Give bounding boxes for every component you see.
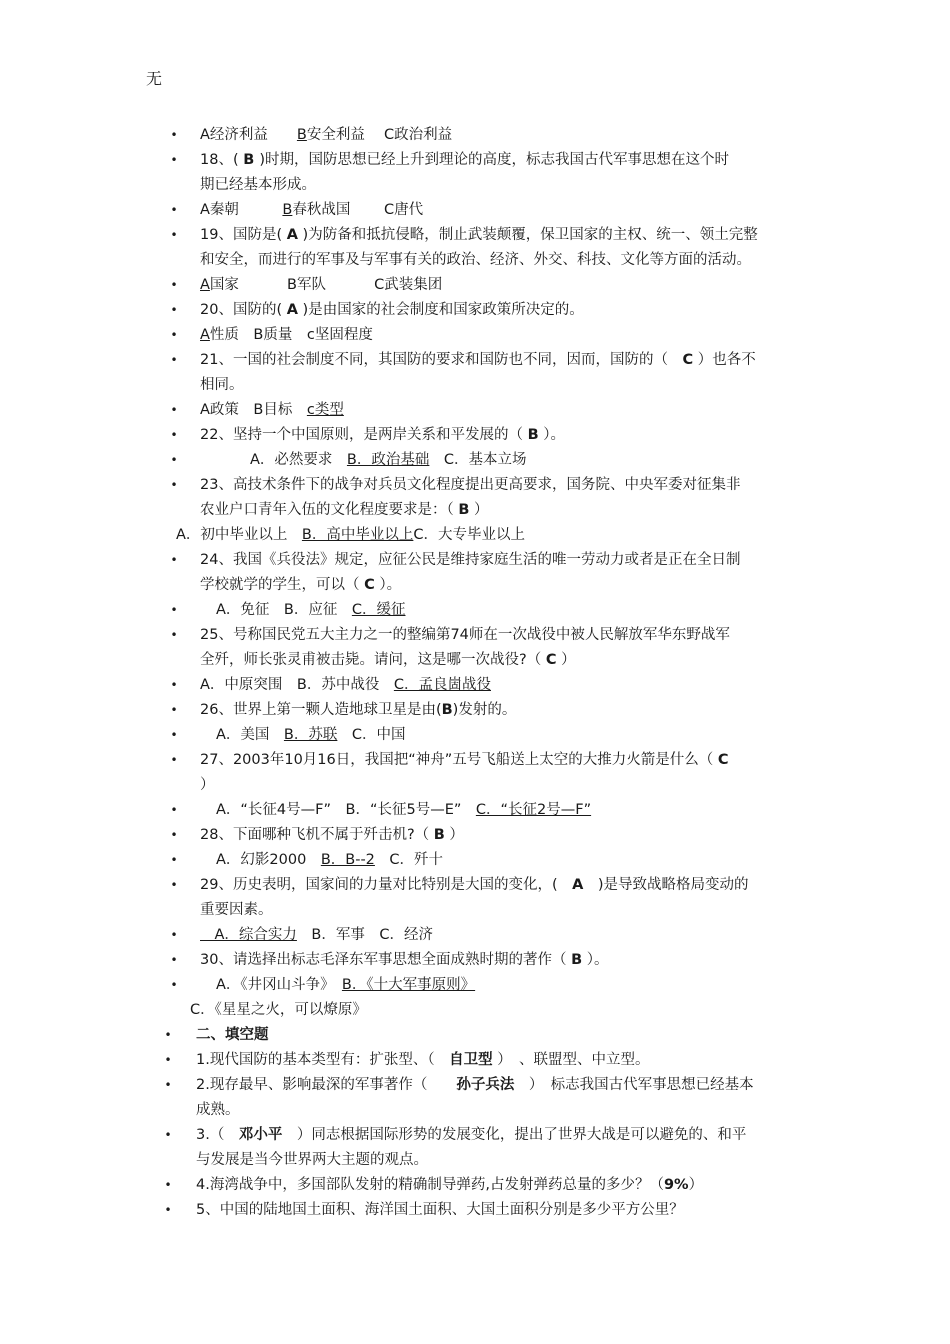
bullet: • bbox=[164, 1053, 172, 1067]
bullet: • bbox=[164, 1028, 172, 1042]
text-segment: 19、国防是( bbox=[200, 227, 287, 243]
text-segment: ） bbox=[444, 827, 464, 843]
bullet: • bbox=[170, 328, 178, 342]
bullet: • bbox=[170, 403, 178, 417]
bullet: • bbox=[170, 753, 178, 767]
text-line bbox=[0, 998, 950, 1023]
text-line bbox=[0, 1098, 950, 1123]
text-segment: A．初中毕业以上 bbox=[176, 527, 302, 543]
bullet: • bbox=[170, 953, 178, 967]
text-segment: 与发展是当今世界两大主题的观点。 bbox=[196, 1152, 428, 1168]
text-line bbox=[0, 648, 950, 673]
line-text bbox=[200, 223, 758, 248]
underlined-answer: B．《十大军事原则》 bbox=[341, 977, 476, 993]
line-text bbox=[216, 973, 475, 998]
text-line bbox=[0, 498, 950, 523]
text-line bbox=[0, 1048, 950, 1073]
bullet: • bbox=[170, 603, 178, 617]
text-line bbox=[0, 473, 950, 498]
text-segment: C．《星星之火，可以燎原》 bbox=[190, 1002, 367, 1018]
answer-text: B bbox=[571, 952, 583, 968]
line-text bbox=[200, 673, 491, 698]
line-text bbox=[200, 423, 565, 448]
underlined-answer: A．综合实力 bbox=[200, 927, 297, 943]
text-segment: 25、号称国民党五大主力之一的整编第74师在一次战役中被人民解放军华东野战军 bbox=[200, 627, 730, 643]
text-segment: 3.（ bbox=[196, 1127, 239, 1143]
text-segment: 2.现存最早、影响最深的军事著作（ bbox=[196, 1077, 457, 1093]
text-line bbox=[0, 798, 950, 823]
text-segment: 重要因素。 bbox=[200, 902, 273, 918]
text-segment: 国家 B军队 C武装集团 bbox=[209, 277, 443, 293]
text-line bbox=[0, 373, 950, 398]
bullet: • bbox=[170, 203, 178, 217]
underlined-answer: B．高中毕业以上 bbox=[301, 527, 414, 543]
text-segment: 4.海湾战争中，多国部队发射的精确制导弹药,占发射弹药总量的多少？（ bbox=[196, 1177, 664, 1193]
answer-text: C bbox=[364, 577, 375, 593]
answer-text: B bbox=[433, 827, 445, 843]
text-line bbox=[0, 1073, 950, 1098]
bullet: • bbox=[170, 278, 178, 292]
text-line bbox=[0, 298, 950, 323]
text-line bbox=[0, 898, 950, 923]
bullet: • bbox=[164, 1078, 172, 1092]
line-text bbox=[200, 823, 464, 848]
text-line bbox=[0, 1023, 950, 1048]
bullet: • bbox=[170, 678, 178, 692]
line-text bbox=[200, 298, 584, 323]
text-segment: 春秋战国 C唐代 bbox=[292, 202, 424, 218]
text-line bbox=[0, 198, 950, 223]
answer-text: C bbox=[717, 752, 729, 768]
line-text bbox=[216, 798, 591, 823]
text-segment: A．幻影2000 bbox=[216, 852, 321, 868]
line-text bbox=[200, 273, 442, 298]
text-line bbox=[0, 1123, 950, 1148]
line-text bbox=[196, 1048, 649, 1073]
bullet: • bbox=[170, 453, 178, 467]
line-text bbox=[196, 1148, 428, 1173]
text-line bbox=[0, 848, 950, 873]
text-segment: 23、高技术条件下的战争对兵员文化程度提出更高要求，国务院、中央军委对征集非 bbox=[200, 477, 741, 493]
underlined-answer: A bbox=[200, 277, 210, 293]
text-segment: 20、国防的( bbox=[200, 302, 287, 318]
text-segment: 成熟。 bbox=[196, 1102, 240, 1118]
line-text bbox=[250, 448, 527, 473]
text-line bbox=[0, 698, 950, 723]
underlined-answer: A bbox=[200, 327, 210, 343]
underlined-answer: B．苏联 bbox=[283, 727, 338, 743]
line-text bbox=[200, 623, 730, 648]
text-line bbox=[0, 248, 950, 273]
bullet: • bbox=[170, 978, 178, 992]
answer-text: 二、填空题 bbox=[196, 1027, 269, 1043]
text-line bbox=[0, 723, 950, 748]
line-text bbox=[200, 898, 273, 923]
text-segment: ） bbox=[200, 777, 215, 793]
underlined-answer: C．缓征 bbox=[351, 602, 406, 618]
bullet: • bbox=[170, 803, 178, 817]
text-segment: A．必然要求 bbox=[250, 452, 347, 468]
answer-text: A bbox=[572, 877, 584, 893]
line-text bbox=[200, 648, 576, 673]
text-line bbox=[0, 348, 950, 373]
text-segment: ） 标志我国古代军事思想已经基本 bbox=[514, 1077, 754, 1093]
line-text bbox=[196, 1098, 240, 1123]
text-line bbox=[0, 623, 950, 648]
line-text bbox=[200, 348, 756, 373]
text-segment: ）。 bbox=[374, 577, 402, 593]
line-text bbox=[216, 598, 406, 623]
answer-text: 邓小平 bbox=[238, 1127, 283, 1143]
text-segment: 安全利益 C政治利益 bbox=[306, 127, 453, 143]
text-line bbox=[0, 1173, 950, 1198]
text-segment: ）。 bbox=[538, 427, 565, 443]
text-line bbox=[0, 548, 950, 573]
text-segment: )为防备和抵抗侵略，制止武装颠覆，保卫国家的主权、统一、领土完整 bbox=[297, 227, 758, 243]
bullet: • bbox=[164, 1128, 172, 1142]
line-text bbox=[200, 123, 452, 148]
text-segment: 5、中国的陆地国土面积、海洋国土面积、大国土面积分别是多少平方公里？ bbox=[196, 1202, 684, 1218]
line-text bbox=[200, 748, 729, 773]
text-segment: A．中原突围 B．苏中战役 bbox=[200, 677, 394, 693]
line-text bbox=[196, 1073, 754, 1098]
text-segment: 性质 B质量 c坚固程度 bbox=[209, 327, 373, 343]
text-line bbox=[0, 423, 950, 448]
text-line bbox=[0, 598, 950, 623]
text-segment: 30、请选择出标志毛泽东军事思想全面成熟时期的著作（ bbox=[200, 952, 572, 968]
text-line bbox=[0, 173, 950, 198]
text-line bbox=[0, 523, 950, 548]
line-text bbox=[200, 948, 608, 973]
text-line bbox=[0, 273, 950, 298]
answer-text: B bbox=[458, 502, 470, 518]
answer-text: B bbox=[243, 152, 260, 168]
text-segment: ）也各不 bbox=[693, 352, 756, 368]
underlined-answer: B bbox=[296, 127, 307, 143]
answer-text: 自卫型 bbox=[449, 1052, 493, 1068]
text-segment: 24、我国《兵役法》规定，应征公民是维持家庭生活的唯一劳动力或者是正在全日制 bbox=[200, 552, 741, 568]
bullet: • bbox=[170, 303, 178, 317]
line-text bbox=[176, 523, 525, 548]
answer-text: A bbox=[286, 227, 298, 243]
underlined-answer: B．政治基础 bbox=[346, 452, 430, 468]
bullet: • bbox=[170, 928, 178, 942]
text-segment: ） bbox=[556, 652, 576, 668]
answer-text: B bbox=[441, 702, 453, 718]
answer-text: B bbox=[527, 427, 539, 443]
underlined-answer: B bbox=[282, 202, 293, 218]
text-segment: 28、下面哪种飞机不属于歼击机?（ bbox=[200, 827, 434, 843]
text-line bbox=[0, 1198, 950, 1223]
text-segment: )发射的。 bbox=[452, 702, 517, 718]
document-body bbox=[0, 123, 950, 1223]
text-segment: 全歼，师长张灵甫被击毙。请问，这是哪一次战役?（ bbox=[200, 652, 546, 668]
answer-text: A bbox=[286, 302, 298, 318]
text-segment: C．歼十 bbox=[374, 852, 444, 868]
text-segment: A．《井冈山斗争》 bbox=[216, 977, 342, 993]
text-segment: ） bbox=[469, 502, 489, 518]
text-segment: 26、世界上第一颗人造地球卫星是由( bbox=[200, 702, 442, 718]
text-segment: 期已经基本形成。 bbox=[200, 177, 316, 193]
text-segment: A．免征 B．应征 bbox=[216, 602, 352, 618]
text-segment: 21、一国的社会制度不同，其国防的要求和国防也不同，因而，国防的（ bbox=[200, 352, 683, 368]
line-text bbox=[196, 1123, 746, 1148]
bullet: • bbox=[170, 353, 178, 367]
text-line bbox=[0, 823, 950, 848]
line-text bbox=[200, 698, 516, 723]
bullet: • bbox=[164, 1203, 172, 1217]
text-segment: ）。 bbox=[582, 952, 609, 968]
text-segment: A经济利益 bbox=[200, 127, 297, 143]
text-segment: ）同志根据国际形势的发展变化，提出了世界大战是可以避免的、和平 bbox=[282, 1127, 747, 1143]
line-text bbox=[200, 398, 344, 423]
underlined-answer: B．B--2 bbox=[320, 852, 375, 868]
answer-text: 9% bbox=[663, 1177, 689, 1193]
underlined-answer: C．“长征2号—F” bbox=[475, 802, 592, 818]
line-text bbox=[216, 848, 443, 873]
text-segment: 学校就学的学生，可以（ bbox=[200, 577, 365, 593]
bullet: • bbox=[170, 828, 178, 842]
line-text bbox=[200, 498, 489, 523]
line-text bbox=[196, 1023, 269, 1048]
bullet: • bbox=[170, 853, 178, 867]
underlined-answer: c类型 bbox=[306, 402, 344, 418]
line-text bbox=[200, 323, 373, 348]
line-text bbox=[200, 248, 751, 273]
text-segment: B．军事 C．经济 bbox=[296, 927, 433, 943]
bullet: • bbox=[170, 703, 178, 717]
bullet: • bbox=[170, 628, 178, 642]
bullet: • bbox=[170, 228, 178, 242]
line-text bbox=[196, 1173, 703, 1198]
bullet: • bbox=[164, 1178, 172, 1192]
page-header: 无 bbox=[146, 69, 163, 88]
line-text bbox=[200, 173, 316, 198]
line-text bbox=[200, 148, 729, 173]
line-text bbox=[200, 373, 244, 398]
text-line bbox=[0, 323, 950, 348]
text-line bbox=[0, 748, 950, 773]
line-text bbox=[200, 473, 740, 498]
text-line bbox=[0, 773, 950, 798]
text-line bbox=[0, 973, 950, 998]
line-text bbox=[200, 573, 401, 598]
text-segment: ） 、联盟型、中立型。 bbox=[492, 1052, 650, 1068]
line-text bbox=[200, 773, 215, 798]
text-segment: A政策 B目标 bbox=[200, 402, 307, 418]
text-segment: )是由国家的社会制度和国家政策所决定的。 bbox=[297, 302, 584, 318]
text-segment: C．基本立场 bbox=[429, 452, 527, 468]
text-segment: A．美国 bbox=[216, 727, 284, 743]
text-segment: C．大专毕业以上 bbox=[413, 527, 525, 543]
text-line bbox=[0, 398, 950, 423]
bullet: • bbox=[170, 478, 178, 492]
text-line bbox=[0, 873, 950, 898]
text-line bbox=[0, 948, 950, 973]
text-line bbox=[0, 123, 950, 148]
text-segment: 22、坚持一个中国原则，是两岸关系和平发展的（ bbox=[200, 427, 528, 443]
text-segment: )时期，国防思想已经上升到理论的高度，标志我国古代军事思想在这个时 bbox=[259, 152, 729, 168]
underlined-answer: C．孟良崮战役 bbox=[393, 677, 491, 693]
text-segment: 29、历史表明，国家间的力量对比特别是大国的变化，( bbox=[200, 877, 573, 893]
text-line bbox=[0, 673, 950, 698]
bullet: • bbox=[170, 878, 178, 892]
text-line bbox=[0, 148, 950, 173]
bullet: • bbox=[170, 128, 178, 142]
line-text bbox=[200, 873, 749, 898]
text-segment: ） bbox=[688, 1177, 704, 1193]
text-segment: 农业户口青年入伍的文化程度要求是：（ bbox=[200, 502, 459, 518]
bullet: • bbox=[170, 428, 178, 442]
line-text bbox=[190, 998, 367, 1023]
text-line bbox=[0, 1148, 950, 1173]
text-line bbox=[0, 448, 950, 473]
line-text bbox=[200, 198, 423, 223]
answer-text: C bbox=[545, 652, 557, 668]
bullet: • bbox=[170, 728, 178, 742]
text-segment: 相同。 bbox=[200, 377, 244, 393]
answer-text: C bbox=[682, 352, 694, 368]
text-line bbox=[0, 573, 950, 598]
text-segment: A．“长征4号—F” B．“长征5号—E” bbox=[216, 802, 476, 818]
answer-text: 孙子兵法 bbox=[456, 1077, 515, 1093]
text-segment: A秦朝 bbox=[200, 202, 283, 218]
text-segment: )是导致战略格局变动的 bbox=[583, 877, 749, 893]
text-segment: 和安全，而进行的军事及与军事有关的政治、经济、外交、科技、文化等方面的活动。 bbox=[200, 252, 751, 268]
line-text bbox=[196, 1198, 684, 1223]
line-text bbox=[200, 548, 740, 573]
bullet: • bbox=[170, 553, 178, 567]
text-line bbox=[0, 923, 950, 948]
text-segment: 18、( bbox=[200, 152, 244, 168]
bullet: • bbox=[170, 153, 178, 167]
text-segment: 1.现代国防的基本类型有：扩张型、（ bbox=[196, 1052, 450, 1068]
line-text bbox=[216, 723, 406, 748]
text-segment: 27、2003年10月16日，我国把“神舟”五号飞船送上太空的大推力火箭是什么（ bbox=[200, 752, 718, 768]
text-segment: C．中国 bbox=[337, 727, 406, 743]
text-line bbox=[0, 223, 950, 248]
line-text bbox=[200, 923, 433, 948]
